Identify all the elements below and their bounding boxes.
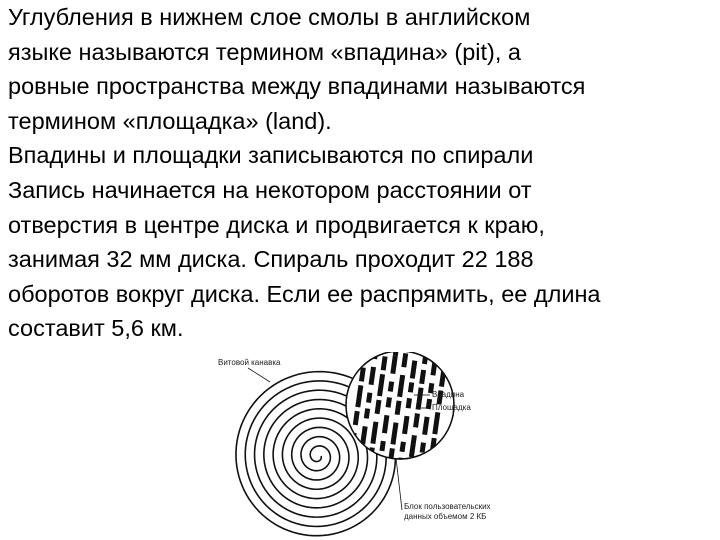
paragraph-line-8: занимая 32 мм диска. Спираль проходит 22 188 xyxy=(8,246,534,273)
pit-mark xyxy=(377,457,383,468)
pit-mark xyxy=(426,460,434,482)
paragraph-line-3: ровные пространства между впадинами называются xyxy=(8,73,586,100)
paragraph-line-2: языке называются термином «впадина» (pit), а xyxy=(8,38,521,65)
spiral-diagram xyxy=(218,352,508,540)
paragraph-line-6: Запись начинается на некотором расстоянии от xyxy=(8,176,532,203)
paragraph-line-10: составит 5,6 км. xyxy=(8,315,184,342)
label-land: Площадка xyxy=(432,403,471,412)
pit-mark xyxy=(362,352,369,362)
label-data-block-2: данных объемом 2 КБ xyxy=(404,512,487,521)
label-pit: Впадина xyxy=(432,390,465,399)
pit-mark xyxy=(417,458,423,469)
paragraph-line-7: отверстия в центре диска и продвигается к краю, xyxy=(8,211,545,238)
spiral-track-figure xyxy=(218,352,508,540)
label-data-block-1: Блок пользовательских xyxy=(404,502,491,511)
paragraph-line-9: оборотов вокруг диска. Если ее распрямить, ее длина xyxy=(8,280,601,307)
paragraph-line-4: термином «площадка» (land). xyxy=(8,107,332,134)
body-paragraph xyxy=(8,0,720,346)
paragraph-line-1: Углубления в нижнем слое смолы в английском xyxy=(8,4,531,30)
paragraph-line-5: Впадины и площадки записываются по спирали xyxy=(8,142,534,169)
label-spiral-groove: Витовой канавка xyxy=(218,358,281,367)
leader-line-data-block xyxy=(396,458,402,510)
pit-mark xyxy=(406,461,413,476)
leader-line-groove xyxy=(248,368,270,382)
